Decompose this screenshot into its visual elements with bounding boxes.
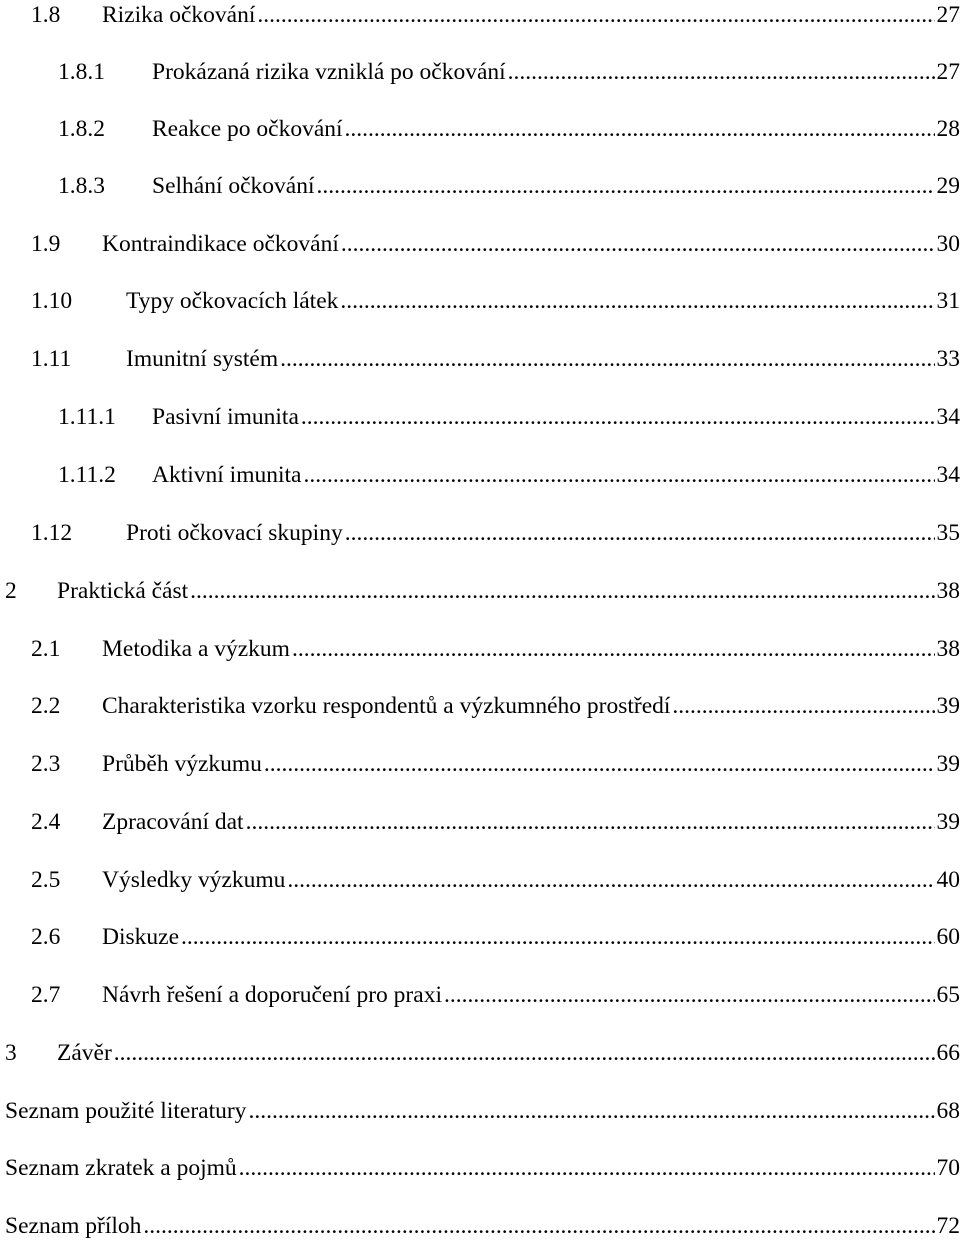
toc-entry-1-9[interactable]: [0, 229, 960, 259]
toc-entry-2-5[interactable]: [0, 865, 960, 895]
toc-entry-1-12[interactable]: [0, 518, 960, 548]
toc-entry-page: 34: [936, 404, 960, 430]
toc-dot-leader: [345, 518, 935, 548]
toc-entry-number: 1.11: [31, 346, 72, 372]
toc-dot-leader: [345, 114, 935, 144]
toc-entry-title: Výsledky výzkumu: [102, 867, 286, 893]
toc-dot-leader: [280, 344, 934, 374]
toc-entry-seznam-zkratek[interactable]: [0, 1153, 960, 1183]
toc-entry-number: 2.3: [31, 751, 61, 777]
toc-entry-page: 30: [936, 231, 960, 257]
toc-entry-2-3[interactable]: [0, 749, 960, 779]
toc-entry-number: 3: [5, 1040, 17, 1066]
toc-dot-leader: [246, 807, 935, 837]
toc-entry-1-8-2[interactable]: [0, 114, 960, 144]
toc-entry-number: 1.8.3: [58, 173, 105, 199]
toc-entry-title: Seznam zkratek a pojmů: [5, 1155, 237, 1181]
toc-entry-title: Typy očkovacích látek: [126, 288, 339, 314]
toc-entry-page: 34: [936, 462, 960, 488]
toc-dot-leader: [340, 286, 934, 316]
toc-entry-page: 39: [936, 809, 960, 835]
toc-entry-title: Návrh řešení a doporučení pro praxi: [102, 982, 442, 1008]
toc-entry-page: 66: [936, 1040, 960, 1066]
toc-entry-title: Seznam použité literatury: [5, 1098, 247, 1124]
toc-entry-1-11[interactable]: [0, 344, 960, 374]
toc-entry-2-1[interactable]: [0, 634, 960, 664]
toc-dot-leader: [257, 0, 934, 30]
toc-entry-page: 65: [936, 982, 960, 1008]
toc-entry-number: 1.8: [31, 2, 61, 28]
toc-entry-number: 2.5: [31, 867, 61, 893]
toc-entry-title: Zpracování dat: [102, 809, 244, 835]
toc-entry-page: 27: [936, 59, 960, 85]
toc-entry-number: 2: [5, 578, 17, 604]
toc-dot-leader: [292, 634, 935, 664]
toc-entry-title: Průběh výzkumu: [102, 751, 262, 777]
toc-entry-3[interactable]: [0, 1038, 960, 1068]
toc-dot-leader: [672, 691, 934, 721]
toc-dot-leader: [143, 1211, 934, 1241]
toc-entry-1-8-1[interactable]: [0, 57, 960, 87]
toc-entry-title: Diskuze: [102, 924, 180, 950]
toc-entry-page: 29: [936, 173, 960, 199]
toc-entry-title: Imunitní systém: [126, 346, 279, 372]
toc-entry-1-10[interactable]: [0, 286, 960, 316]
toc-entry-page: 31: [936, 288, 960, 314]
toc-entry-seznam-literatury[interactable]: [0, 1096, 960, 1126]
toc-entry-seznam-priloh[interactable]: [0, 1211, 960, 1241]
toc-dot-leader: [248, 1096, 934, 1126]
toc-entry-number: 2.7: [31, 982, 61, 1008]
toc-entry-number: 1.11.2: [58, 462, 116, 488]
toc-entry-title: Závěr: [57, 1040, 112, 1066]
toc-entry-page: 33: [936, 346, 960, 372]
toc-entry-page: 40: [936, 867, 960, 893]
toc-entry-2-6[interactable]: [0, 922, 960, 952]
toc-entry-2[interactable]: [0, 576, 960, 606]
toc-entry-title: Rizika očkování: [102, 2, 256, 28]
toc-entry-2-4[interactable]: [0, 807, 960, 837]
toc-entry-number: 1.10: [31, 288, 73, 314]
toc-entry-page: 28: [936, 116, 960, 142]
toc-entry-1-8-3[interactable]: [0, 171, 960, 201]
toc-dot-leader: [264, 749, 935, 779]
toc-dot-leader: [317, 171, 935, 201]
toc-entry-title: Reakce po očkování: [152, 116, 343, 142]
toc-entry-page: 38: [936, 636, 960, 662]
toc-dot-leader: [508, 57, 935, 87]
toc-entry-number: 2.4: [31, 809, 61, 835]
toc-dot-leader: [181, 922, 934, 952]
toc-entry-page: 38: [936, 578, 960, 604]
toc-entry-number: 1.8.1: [58, 59, 105, 85]
toc-entry-number: 1.12: [31, 520, 73, 546]
toc-dot-leader: [190, 576, 934, 606]
toc-entry-page: 35: [936, 520, 960, 546]
toc-dot-leader: [287, 865, 934, 895]
toc-entry-2-2[interactable]: [0, 691, 960, 721]
toc-dot-leader: [114, 1038, 935, 1068]
toc-entry-1-11-1[interactable]: [0, 402, 960, 432]
toc-dot-leader: [444, 980, 935, 1010]
toc-dot-leader: [303, 460, 934, 490]
toc-entry-number: 1.11.1: [58, 404, 116, 430]
toc-entry-1-11-2[interactable]: [0, 460, 960, 490]
toc-entry-title: Pasivní imunita: [152, 404, 299, 430]
toc-entry-title: Metodika a výzkum: [102, 636, 290, 662]
toc-dot-leader: [301, 402, 935, 432]
toc-entry-2-7[interactable]: [0, 980, 960, 1010]
toc-entry-title: Charakteristika vzorku respondentů a výzkumného prostředí: [102, 693, 671, 719]
toc-entry-title: Praktická část: [57, 578, 189, 604]
toc-entry-number: 2.2: [31, 693, 61, 719]
toc-entry-number: 1.9: [31, 231, 61, 257]
toc-dot-leader: [341, 229, 935, 259]
toc-entry-title: Kontraindikace očkování: [102, 231, 339, 257]
toc-entry-title: Selhání očkování: [152, 173, 315, 199]
toc-entry-number: 1.8.2: [58, 116, 105, 142]
toc-entry-page: 70: [936, 1155, 960, 1181]
toc-entry-page: 39: [936, 751, 960, 777]
toc-dot-leader: [239, 1153, 935, 1183]
toc-entry-title: Prokázaná rizika vzniklá po očkování: [152, 59, 506, 85]
toc-entry-page: 60: [936, 924, 960, 950]
toc-entry-title: Seznam příloh: [5, 1213, 142, 1239]
toc-entry-title: Proti očkovací skupiny: [126, 520, 343, 546]
toc-entry-page: 39: [936, 693, 960, 719]
toc-entry-page: 27: [936, 2, 960, 28]
toc-entry-number: 2.6: [31, 924, 61, 950]
toc-entry-title: Aktivní imunita: [152, 462, 302, 488]
toc-entry-page: 72: [936, 1213, 960, 1239]
toc-entry-page: 68: [936, 1098, 960, 1124]
toc-entry-number: 2.1: [31, 636, 61, 662]
toc-entry-1-8[interactable]: [0, 0, 960, 30]
